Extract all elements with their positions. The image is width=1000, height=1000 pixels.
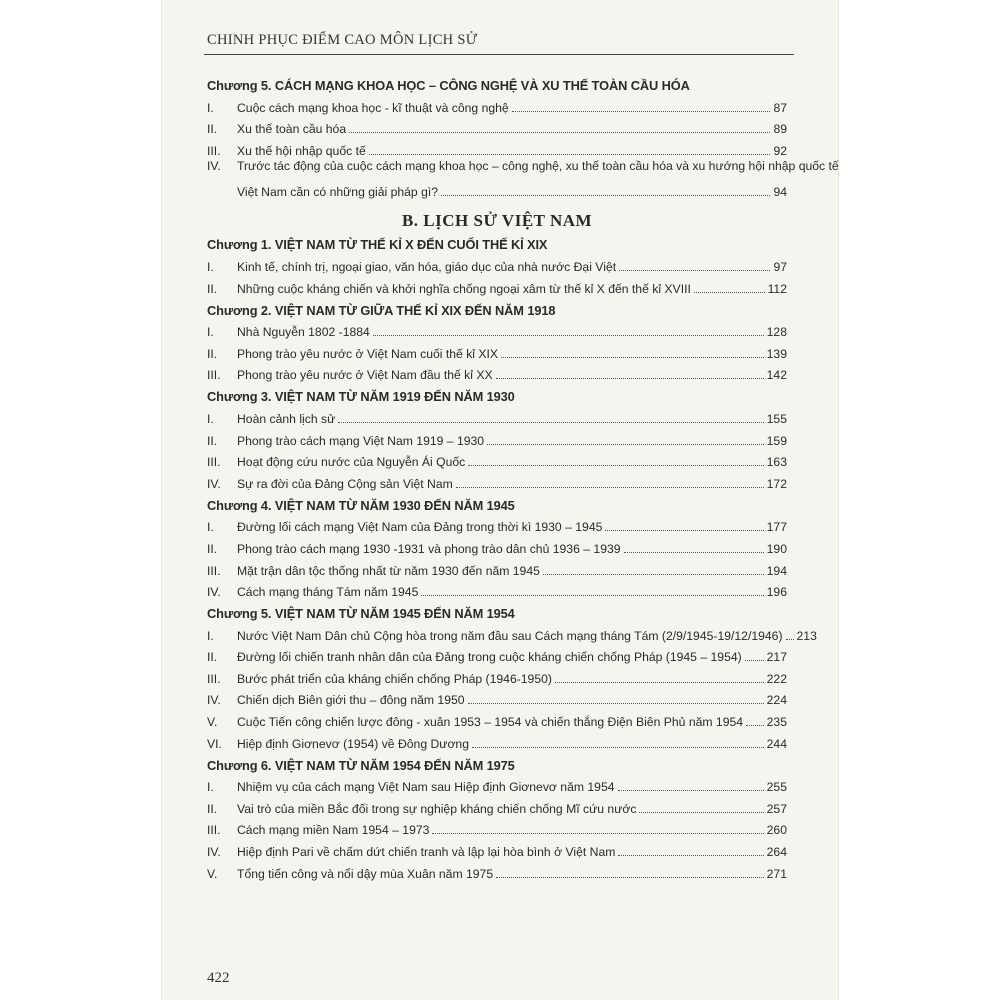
chapter-heading: Chương 6. VIỆT NAM TỪ NĂM 1954 ĐẾN NĂM 1975: [207, 757, 515, 773]
toc-entry: [207, 340, 787, 362]
dot-leader: [472, 747, 764, 748]
entry-title: Hiệp định Pari về chấm dứt chiến tranh và lập lại hòa bình ở Việt Nam: [237, 845, 616, 860]
dot-leader: [369, 154, 771, 155]
chapter-heading: Chương 5. VIỆT NAM TỪ NĂM 1945 ĐẾN NĂM 1954: [207, 606, 515, 622]
chapter-items: [207, 253, 787, 296]
entry-number: III.: [207, 368, 221, 383]
entry-page-number: 139: [766, 346, 787, 361]
entry-page-number: 87: [773, 100, 787, 115]
entry-page-number: 244: [766, 736, 787, 751]
header-rule: [204, 54, 794, 55]
entry-page-number: 128: [766, 325, 787, 340]
toc-entry: [207, 730, 787, 752]
entry-page-number: 257: [766, 801, 787, 816]
entry-number: III.: [207, 823, 221, 838]
entry-number: II.: [207, 650, 218, 665]
running-header: CHINH PHỤC ĐIỂM CAO MÔN LỊCH SỬ: [207, 32, 478, 48]
entry-page-number: 255: [766, 780, 787, 795]
entry-title: Phong trào yêu nước ở Việt Nam đầu thế kỉ XX: [237, 368, 493, 383]
entry-title: Hiệp định Giơnevơ (1954) về Đông Dương: [237, 736, 469, 751]
entry-title: Hoàn cảnh lịch sử: [237, 411, 336, 426]
entry-page-number: 271: [766, 866, 787, 881]
dot-leader: [432, 833, 763, 834]
dot-leader: [496, 378, 764, 379]
entry-title: Nhà Nguyễn 1802 -1884: [237, 325, 370, 340]
dot-leader: [512, 111, 771, 112]
dot-leader: [501, 357, 764, 358]
entry-page-number: 235: [766, 715, 787, 730]
entry-title: Sự ra đời của Đảng Cộng sản Việt Nam: [237, 476, 453, 491]
toc-entry: [207, 817, 787, 839]
entry-page-number: 194: [766, 563, 787, 578]
entry-page-number: 190: [766, 541, 787, 556]
entry-page-number: 213: [796, 628, 817, 643]
entry-number: IV.: [207, 845, 221, 860]
toc-entry: [207, 137, 787, 159]
dot-leader: [421, 595, 763, 596]
toc-entry: [207, 514, 787, 536]
entry-number: I.: [207, 520, 214, 535]
entry-number: III.: [207, 455, 221, 470]
dot-leader: [605, 530, 763, 531]
dot-leader: [441, 195, 770, 196]
entry-number: II.: [207, 346, 218, 361]
dot-leader: [349, 132, 770, 133]
entry-page-number: 112: [767, 281, 787, 296]
toc-entry: [207, 795, 787, 817]
page-number: 422: [207, 970, 230, 986]
entry-number: III.: [207, 671, 221, 686]
toc-entry: [207, 94, 787, 116]
chapter-heading: Chương 2. VIỆT NAM TỪ GIỮA THẾ KỈ XIX ĐẾN NĂM 1918: [207, 302, 556, 318]
toc-entry: [207, 644, 787, 666]
toc-entry: [207, 687, 787, 709]
part-b-chapters: [207, 237, 817, 881]
entry-page-number: 163: [766, 455, 787, 470]
entry-page-number: 196: [766, 585, 787, 600]
chapter-items: [207, 319, 787, 384]
chapter-items: [207, 94, 839, 200]
entry-title: Cách mạng miền Nam 1954 – 1973: [237, 823, 430, 838]
toc-entry: [207, 116, 787, 138]
toc-entry: [207, 622, 817, 644]
entry-number: I.: [207, 325, 214, 340]
entry-number: I.: [207, 100, 214, 115]
toc-entry: [207, 362, 787, 384]
entry-number: II.: [207, 801, 218, 816]
entry-title: Những cuộc kháng chiến và khởi nghĩa chống ngoại xâm từ thế kỉ X đến thế kỉ XVIII: [237, 281, 691, 296]
entry-page-number: 264: [766, 845, 787, 860]
dot-leader: [618, 855, 763, 856]
toc-entry: [207, 838, 787, 860]
entry-number: III.: [207, 143, 221, 158]
toc-entry: [207, 579, 787, 601]
entry-number: II.: [207, 281, 218, 296]
dot-leader: [618, 790, 764, 791]
entry-title-continued: Việt Nam cần có những giải pháp gì?: [237, 185, 439, 200]
entry-page-number: 260: [766, 823, 787, 838]
entry-page-number: 92: [773, 143, 787, 158]
entry-title: Phong trào cách mạng Việt Nam 1919 – 1930: [237, 433, 485, 448]
entry-title: Bước phát triển của kháng chiến chống Pháp (1946-1950): [237, 671, 552, 686]
dot-leader: [555, 682, 764, 683]
toc-entry: [207, 860, 787, 882]
chapter-items: [207, 514, 787, 600]
entry-title: Cuộc Tiến công chiến lược đông - xuân 1953 – 1954 và chiến thắng Điện Biên Phủ năm 1954: [237, 715, 744, 730]
entry-title: Đường lối cách mạng Việt Nam của Đảng trong thời kì 1930 – 1945: [237, 520, 603, 535]
toc-entry-continuation: [207, 179, 787, 201]
entry-title: Trước tác động của cuộc cách mạng khoa học – công nghệ, xu thế toàn cầu hóa và xu hướng hội nhập quốc tế: [237, 158, 839, 173]
entry-title: Xu thế hội nhập quốc tế: [237, 143, 366, 158]
entry-number: II.: [207, 541, 218, 556]
entry-number: VI.: [207, 736, 222, 751]
entry-page-number: 224: [766, 693, 787, 708]
entry-number: I.: [207, 780, 214, 795]
dot-leader: [456, 487, 764, 488]
entry-number: IV.: [207, 476, 221, 491]
toc-entry: [207, 470, 787, 492]
entry-number: IV.: [207, 693, 221, 708]
dot-leader: [694, 292, 765, 293]
entry-title: Phong trào cách mạng 1930 -1931 và phong trào dân chủ 1936 – 1939: [237, 541, 621, 556]
chapter-heading: Chương 4. VIỆT NAM TỪ NĂM 1930 ĐẾN NĂM 1945: [207, 497, 515, 513]
entry-number: I.: [207, 259, 214, 274]
chapter-items: [207, 774, 787, 882]
dot-leader: [338, 422, 763, 423]
dot-leader: [619, 270, 770, 271]
entry-title: Cách mạng tháng Tám năm 1945: [237, 585, 419, 600]
toc-entry: [207, 427, 787, 449]
entry-number: IV.: [207, 158, 221, 173]
entry-page-number: 177: [766, 520, 787, 535]
entry-page-number: 97: [773, 259, 787, 274]
toc-entry: [207, 253, 787, 275]
dot-leader: [543, 574, 764, 575]
chapter-heading: Chương 5. CÁCH MẠNG KHOA HỌC – CÔNG NGHỆ VÀ XU THẾ TOÀN CẦU HÓA: [207, 78, 690, 93]
dot-leader: [786, 639, 794, 640]
entry-number: V.: [207, 866, 218, 881]
entry-title: Nước Việt Nam Dân chủ Cộng hòa trong năm đầu sau Cách mạng tháng Tám (2/9/1945-19/12/1946): [237, 628, 783, 643]
entry-page-number: 155: [766, 411, 787, 426]
chapter-heading: Chương 1. VIỆT NAM TỪ THẾ KỈ X ĐẾN CUỐI THẾ KỈ XIX: [207, 237, 548, 253]
toc-entry: [207, 535, 787, 557]
entry-number: II.: [207, 433, 218, 448]
entry-number: IV.: [207, 585, 221, 600]
book-page: [162, 0, 838, 1000]
entry-number: I.: [207, 628, 214, 643]
toc-entry: [207, 665, 787, 687]
entry-page-number: 172: [766, 476, 787, 491]
dot-leader: [745, 660, 764, 661]
entry-title: Nhiệm vụ của cách mạng Việt Nam sau Hiệp định Giơnevơ năm 1954: [237, 780, 615, 795]
chapter-items: [207, 405, 787, 491]
toc-entry: [207, 275, 787, 297]
dot-leader: [496, 877, 764, 878]
entry-page-number: 159: [766, 433, 787, 448]
entry-title: Phong trào yêu nước ở Việt Nam cuối thế kỉ XIX: [237, 346, 499, 361]
entry-number: V.: [207, 715, 218, 730]
dot-leader: [487, 444, 764, 445]
entry-page-number: 142: [766, 368, 787, 383]
dot-leader: [624, 552, 764, 553]
dot-leader: [639, 812, 763, 813]
part-title: B. LỊCH SỬ VIỆT NAM: [401, 211, 593, 231]
entry-page-number: 217: [766, 650, 787, 665]
toc-entry: [207, 405, 787, 427]
entry-title: Tổng tiến công và nổi dậy mùa Xuân năm 1975: [237, 866, 494, 881]
dot-leader: [373, 335, 764, 336]
entry-title: Đường lối chiến tranh nhân dân của Đảng trong cuộc kháng chiến chống Pháp (1945 – 1954): [237, 650, 742, 665]
entry-title: Chiến dịch Biên giới thu – đông năm 1950: [237, 693, 465, 708]
entry-page-number: 94: [773, 185, 787, 200]
toc-entry: [207, 319, 787, 341]
toc-entry: [207, 557, 787, 579]
toc-entry: [207, 774, 787, 796]
entry-title: Xu thế toàn cầu hóa: [237, 122, 347, 137]
entry-title: Mặt trận dân tộc thống nhất từ năm 1930 đến năm 1945: [237, 563, 540, 578]
table-of-contents: [207, 78, 839, 882]
toc-entry: [207, 158, 839, 179]
toc-entry: [207, 708, 787, 730]
entry-page-number: 89: [773, 122, 787, 137]
entry-page-number: 222: [766, 671, 787, 686]
entry-title: Hoạt động cứu nước của Nguyễn Ái Quốc: [237, 455, 466, 470]
entry-title: Cuộc cách mạng khoa học - kĩ thuật và công nghệ: [237, 100, 509, 115]
entry-title: Vai trò của miền Bắc đối trong sự nghiệp kháng chiến chống Mĩ cứu nước: [237, 801, 637, 816]
entry-title: Kinh tế, chính trị, ngoại giao, văn hóa, giáo dục của nhà nước Đại Việt: [237, 259, 617, 274]
toc-entry: [207, 449, 787, 471]
entry-number: II.: [207, 122, 218, 137]
entry-number: I.: [207, 411, 214, 426]
chapter-heading: Chương 3. VIỆT NAM TỪ NĂM 1919 ĐẾN NĂM 1930: [207, 389, 515, 405]
chapter-items: [207, 622, 817, 752]
dot-leader: [468, 703, 764, 704]
dot-leader: [468, 465, 763, 466]
entry-number: III.: [207, 563, 221, 578]
dot-leader: [746, 725, 764, 726]
